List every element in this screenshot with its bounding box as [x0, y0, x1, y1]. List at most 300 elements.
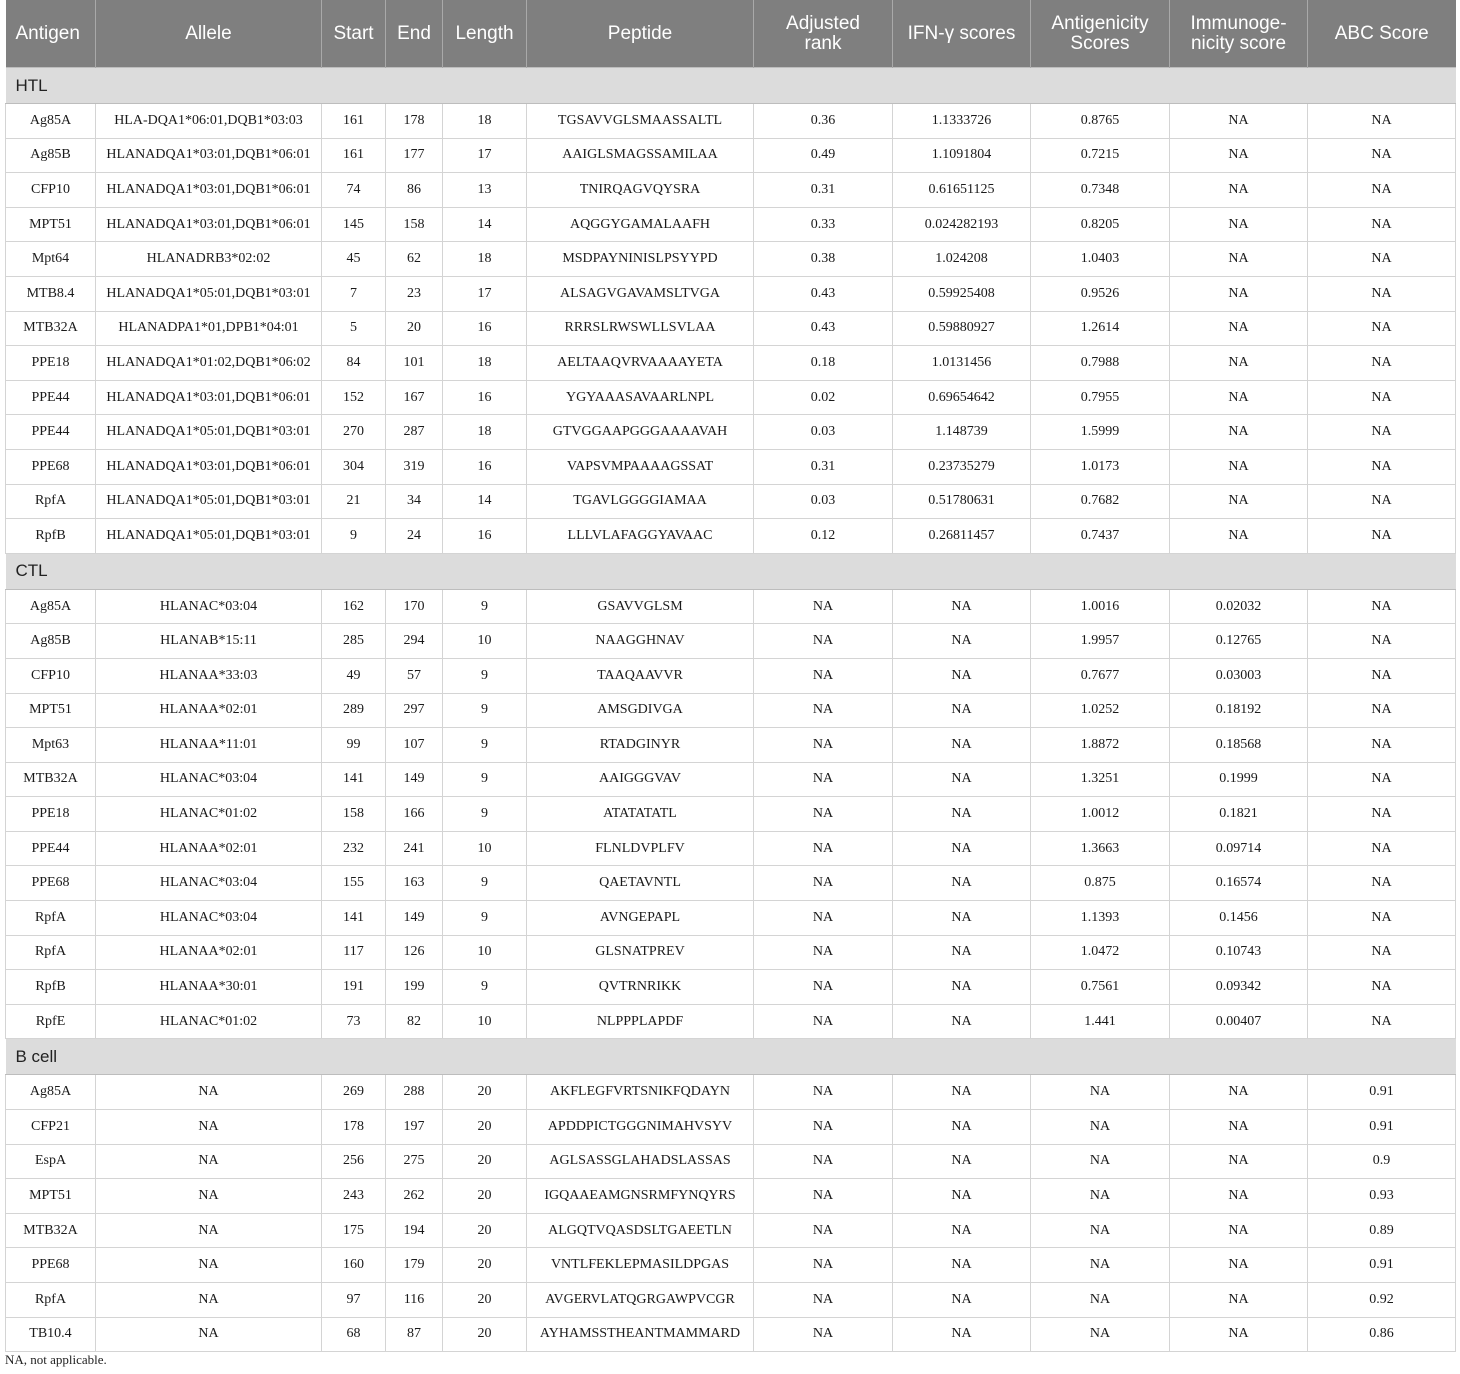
table-cell: 270 — [322, 415, 386, 450]
table-cell: HLANADQA1*03:01,DQB1*06:01 — [96, 207, 322, 242]
table-cell: VAPSVMPAAAAGSSAT — [527, 449, 754, 484]
table-cell: 0.51780631 — [893, 484, 1031, 519]
table-cell: 297 — [386, 693, 443, 728]
table-cell: RpfB — [6, 970, 96, 1005]
table-cell: 141 — [322, 901, 386, 936]
column-header — [754, 0, 893, 68]
table-cell: 1.1091804 — [893, 138, 1031, 173]
column-header — [527, 0, 754, 68]
table-row — [6, 1110, 1456, 1145]
table-row — [6, 415, 1456, 450]
table-cell: NA — [1031, 1213, 1170, 1248]
table-cell: 1.0252 — [1031, 693, 1170, 728]
table-cell: MPT51 — [6, 207, 96, 242]
table-cell: PPE18 — [6, 797, 96, 832]
table-cell: PPE44 — [6, 380, 96, 415]
table-cell: NA — [96, 1179, 322, 1214]
table-cell: NA — [893, 1075, 1031, 1110]
table-cell: 0.69654642 — [893, 380, 1031, 415]
table-cell: NA — [893, 901, 1031, 936]
table-cell: AYHAMSSTHEANTMAMMARD — [527, 1317, 754, 1352]
table-cell: 0.23735279 — [893, 449, 1031, 484]
table-cell: HLANAA*02:01 — [96, 693, 322, 728]
header-row — [6, 0, 1456, 68]
table-cell: 0.36 — [754, 104, 893, 139]
table-cell: 0.875 — [1031, 866, 1170, 901]
table-cell: NA — [754, 1283, 893, 1318]
table-cell: 0.7988 — [1031, 346, 1170, 381]
table-cell: 9 — [443, 658, 527, 693]
table-row — [6, 728, 1456, 763]
column-header-label: nicity score — [1190, 32, 1287, 54]
table-cell: 18 — [443, 242, 527, 277]
table-cell: NA — [96, 1110, 322, 1145]
table-cell: NA — [96, 1248, 322, 1283]
table-cell: NA — [1031, 1317, 1170, 1352]
table-cell: AVGERVLATQGRGAWPVCGR — [527, 1283, 754, 1318]
table-cell: AGLSASSGLAHADSLASSAS — [527, 1144, 754, 1179]
table-cell: TAAQAAVVR — [527, 658, 754, 693]
table-cell: 1.0173 — [1031, 449, 1170, 484]
table-row — [6, 797, 1456, 832]
table-cell: 0.59925408 — [893, 276, 1031, 311]
table-cell: NA — [1031, 1179, 1170, 1214]
table-cell: NA — [1170, 484, 1308, 519]
table-cell: 0.03 — [754, 415, 893, 450]
table-cell: NA — [754, 728, 893, 763]
table-row — [6, 173, 1456, 208]
table-cell: 9 — [443, 866, 527, 901]
table-cell: 9 — [443, 970, 527, 1005]
table-row — [6, 1283, 1456, 1318]
table-row — [6, 1075, 1456, 1110]
table-cell: NA — [1170, 1317, 1308, 1352]
table-cell: HLANAC*01:02 — [96, 1004, 322, 1039]
table-row — [6, 519, 1456, 554]
table-row — [6, 311, 1456, 346]
section-label: B cell — [6, 1039, 1456, 1075]
column-header — [1308, 0, 1456, 68]
table-cell: PPE44 — [6, 415, 96, 450]
table-cell: 9 — [443, 693, 527, 728]
table-cell: 16 — [443, 449, 527, 484]
table-cell: RTADGINYR — [527, 728, 754, 763]
table-cell: 0.09342 — [1170, 970, 1308, 1005]
table-cell: NA — [1308, 380, 1456, 415]
table-cell: 1.3251 — [1031, 762, 1170, 797]
column-header-label: Immunoge- — [1190, 12, 1287, 34]
table-cell: 158 — [386, 207, 443, 242]
table-cell: 161 — [322, 104, 386, 139]
table-cell: NA — [1170, 104, 1308, 139]
table-cell: CFP10 — [6, 173, 96, 208]
table-cell: NA — [893, 589, 1031, 624]
table-cell: 0.03 — [754, 484, 893, 519]
table-cell: 84 — [322, 346, 386, 381]
table-cell: 18 — [443, 415, 527, 450]
table-cell: 74 — [322, 173, 386, 208]
table-cell: NA — [893, 624, 1031, 659]
table-cell: HLANADQA1*01:02,DQB1*06:02 — [96, 346, 322, 381]
table-cell: Mpt63 — [6, 728, 96, 763]
table-cell: 20 — [443, 1144, 527, 1179]
table-cell: GSAVVGLSM — [527, 589, 754, 624]
table-container — [5, 0, 1455, 1352]
table-row — [6, 1213, 1456, 1248]
table-cell: MTB32A — [6, 1213, 96, 1248]
table-cell: NA — [1308, 728, 1456, 763]
table-cell: 155 — [322, 866, 386, 901]
table-cell: 73 — [322, 1004, 386, 1039]
table-cell: RpfA — [6, 901, 96, 936]
table-cell: 294 — [386, 624, 443, 659]
table-cell: HLANADQA1*05:01,DQB1*03:01 — [96, 415, 322, 450]
table-cell: GLSNATPREV — [527, 935, 754, 970]
table-cell: TB10.4 — [6, 1317, 96, 1352]
table-cell: NA — [1170, 207, 1308, 242]
table-cell: 1.1333726 — [893, 104, 1031, 139]
table-cell: FLNLDVPLFV — [527, 831, 754, 866]
table-cell: 0.7677 — [1031, 658, 1170, 693]
table-row — [6, 1317, 1456, 1352]
table-cell: 7 — [322, 276, 386, 311]
table-cell: Ag85B — [6, 624, 96, 659]
table-cell: NA — [1308, 935, 1456, 970]
table-cell: NA — [96, 1283, 322, 1318]
table-cell: 0.86 — [1308, 1317, 1456, 1352]
table-cell: Ag85B — [6, 138, 96, 173]
table-cell: MPT51 — [6, 1179, 96, 1214]
table-cell: MPT51 — [6, 693, 96, 728]
table-cell: GTVGGAAPGGGAAAAVAH — [527, 415, 754, 450]
table-cell: NLPPPLAPDF — [527, 1004, 754, 1039]
table-cell: NA — [1170, 138, 1308, 173]
table-cell: NAAGGHNAV — [527, 624, 754, 659]
table-cell: 0.43 — [754, 311, 893, 346]
table-cell: RRRSLRWSWLLSVLAA — [527, 311, 754, 346]
table-cell: NA — [1031, 1075, 1170, 1110]
table-cell: 9 — [443, 901, 527, 936]
table-cell: QVTRNRIKK — [527, 970, 754, 1005]
table-cell: 82 — [386, 1004, 443, 1039]
table-cell: 175 — [322, 1213, 386, 1248]
table-cell: 0.7215 — [1031, 138, 1170, 173]
table-cell: 16 — [443, 311, 527, 346]
table-cell: NA — [96, 1317, 322, 1352]
table-cell: 49 — [322, 658, 386, 693]
table-cell: 99 — [322, 728, 386, 763]
table-cell: 1.8872 — [1031, 728, 1170, 763]
table-cell: 14 — [443, 484, 527, 519]
table-cell: NA — [1170, 1179, 1308, 1214]
table-cell: 20 — [443, 1179, 527, 1214]
table-cell: NA — [754, 1317, 893, 1352]
table-cell: NA — [754, 970, 893, 1005]
table-cell: 18 — [443, 104, 527, 139]
table-cell: 170 — [386, 589, 443, 624]
table-cell: NA — [1308, 276, 1456, 311]
section-row — [6, 1039, 1456, 1075]
table-cell: 194 — [386, 1213, 443, 1248]
table-cell: NA — [754, 831, 893, 866]
table-cell: 0.9 — [1308, 1144, 1456, 1179]
table-row — [6, 1004, 1456, 1039]
table-cell: 10 — [443, 1004, 527, 1039]
table-row — [6, 762, 1456, 797]
table-cell: NA — [754, 866, 893, 901]
table-cell: LLLVLAFAGGYAVAAC — [527, 519, 754, 554]
table-cell: 117 — [322, 935, 386, 970]
table-cell: 20 — [443, 1248, 527, 1283]
table-cell: HLANAC*03:04 — [96, 762, 322, 797]
table-cell: EspA — [6, 1144, 96, 1179]
column-header-label: ABC Score — [1334, 22, 1429, 44]
table-cell: HLANADQA1*03:01,DQB1*06:01 — [96, 380, 322, 415]
table-cell: NA — [1308, 242, 1456, 277]
table-cell: NA — [754, 624, 893, 659]
table-cell: NA — [1308, 762, 1456, 797]
table-cell: NA — [1170, 415, 1308, 450]
table-cell: 0.10743 — [1170, 935, 1308, 970]
table-cell: NA — [96, 1144, 322, 1179]
table-cell: NA — [1170, 1075, 1308, 1110]
table-cell: NA — [1308, 346, 1456, 381]
table-cell: NA — [754, 1075, 893, 1110]
table-cell: NA — [1308, 519, 1456, 554]
table-cell: HLANADQA1*03:01,DQB1*06:01 — [96, 173, 322, 208]
table-cell: NA — [893, 797, 1031, 832]
table-cell: 5 — [322, 311, 386, 346]
table-cell: NA — [1308, 1004, 1456, 1039]
table-cell: 0.91 — [1308, 1110, 1456, 1145]
table-row — [6, 484, 1456, 519]
table-cell: ALGQTVQASDSLTGAEETLN — [527, 1213, 754, 1248]
table-cell: AVNGEPAPL — [527, 901, 754, 936]
table-cell: NA — [1031, 1248, 1170, 1283]
table-cell: NA — [754, 1144, 893, 1179]
table-cell: 177 — [386, 138, 443, 173]
table-cell: 45 — [322, 242, 386, 277]
table-cell: HLANADQA1*05:01,DQB1*03:01 — [96, 519, 322, 554]
table-cell: 0.02 — [754, 380, 893, 415]
table-cell: AQGGYGAMALAAFH — [527, 207, 754, 242]
table-row — [6, 276, 1456, 311]
section-label: HTL — [6, 68, 1456, 104]
table-cell: MTB32A — [6, 762, 96, 797]
table-cell: 275 — [386, 1144, 443, 1179]
table-cell: HLANADRB3*02:02 — [96, 242, 322, 277]
table-cell: 0.91 — [1308, 1075, 1456, 1110]
table-cell: 319 — [386, 449, 443, 484]
table-cell: 23 — [386, 276, 443, 311]
table-cell: 0.38 — [754, 242, 893, 277]
table-cell: 269 — [322, 1075, 386, 1110]
table-cell: 160 — [322, 1248, 386, 1283]
table-cell: NA — [754, 1179, 893, 1214]
table-cell: NA — [893, 658, 1031, 693]
table-row — [6, 589, 1456, 624]
table-cell: PPE18 — [6, 346, 96, 381]
section-row — [6, 68, 1456, 104]
table-cell: 0.12 — [754, 519, 893, 554]
table-cell: 0.09714 — [1170, 831, 1308, 866]
table-cell: NA — [1308, 104, 1456, 139]
table-row — [6, 1179, 1456, 1214]
table-cell: 10 — [443, 624, 527, 659]
table-cell: Ag85A — [6, 589, 96, 624]
table-cell: CFP21 — [6, 1110, 96, 1145]
table-row — [6, 104, 1456, 139]
table-cell: 0.7437 — [1031, 519, 1170, 554]
table-cell: 141 — [322, 762, 386, 797]
table-cell: 0.9526 — [1031, 276, 1170, 311]
table-cell: HLANAA*02:01 — [96, 935, 322, 970]
table-cell: RpfB — [6, 519, 96, 554]
column-header-label: Scores — [1070, 32, 1130, 54]
table-cell: QAETAVNTL — [527, 866, 754, 901]
section-row — [6, 553, 1456, 589]
table-cell: 10 — [443, 831, 527, 866]
table-cell: 161 — [322, 138, 386, 173]
table-cell: 86 — [386, 173, 443, 208]
column-header-label: Allele — [185, 22, 232, 44]
table-cell: IGQAAEAMGNSRMFYNQYRS — [527, 1179, 754, 1214]
table-cell: 1.441 — [1031, 1004, 1170, 1039]
table-row — [6, 901, 1456, 936]
table-cell: 20 — [443, 1075, 527, 1110]
table-cell: 24 — [386, 519, 443, 554]
table-cell: NA — [893, 693, 1031, 728]
table-cell: NA — [1308, 415, 1456, 450]
table-cell: 0.1456 — [1170, 901, 1308, 936]
table-cell: 116 — [386, 1283, 443, 1318]
table-cell: 289 — [322, 693, 386, 728]
table-cell: 17 — [443, 276, 527, 311]
table-cell: 0.49 — [754, 138, 893, 173]
table-cell: 17 — [443, 138, 527, 173]
table-cell: 0.8765 — [1031, 104, 1170, 139]
table-cell: NA — [1170, 346, 1308, 381]
table-cell: 18 — [443, 346, 527, 381]
table-cell: 97 — [322, 1283, 386, 1318]
table-cell: 20 — [443, 1110, 527, 1145]
table-cell: YGYAAASAVAARLNPL — [527, 380, 754, 415]
table-cell: HLANAC*03:04 — [96, 901, 322, 936]
table-cell: NA — [893, 1110, 1031, 1145]
table-cell: 1.0016 — [1031, 589, 1170, 624]
table-cell: PPE68 — [6, 866, 96, 901]
table-cell: NA — [893, 935, 1031, 970]
column-header-label: Peptide — [607, 22, 673, 44]
table-cell: Mpt64 — [6, 242, 96, 277]
table-cell: PPE44 — [6, 831, 96, 866]
table-cell: HLANADQA1*05:01,DQB1*03:01 — [96, 276, 322, 311]
table-cell: NA — [754, 1004, 893, 1039]
table-cell: NA — [754, 935, 893, 970]
column-header — [96, 0, 322, 68]
table-cell: 287 — [386, 415, 443, 450]
table-cell: 34 — [386, 484, 443, 519]
table-cell: 0.024282193 — [893, 207, 1031, 242]
table-cell: 145 — [322, 207, 386, 242]
table-cell: NA — [1308, 658, 1456, 693]
table-cell: NA — [754, 797, 893, 832]
column-header-label: Start — [333, 22, 374, 44]
table-cell: 0.12765 — [1170, 624, 1308, 659]
table-cell: 1.0131456 — [893, 346, 1031, 381]
table-cell: Ag85A — [6, 104, 96, 139]
table-cell: RpfA — [6, 935, 96, 970]
table-cell: 1.9957 — [1031, 624, 1170, 659]
table-cell: NA — [893, 762, 1031, 797]
table-cell: AAIGLSMAGSSAMILAA — [527, 138, 754, 173]
table-cell: 162 — [322, 589, 386, 624]
table-cell: RpfA — [6, 1283, 96, 1318]
table-cell: NA — [96, 1075, 322, 1110]
table-cell: APDDPICTGGGNIMAHVSYV — [527, 1110, 754, 1145]
table-cell: ALSAGVGAVAMSLTVGA — [527, 276, 754, 311]
column-header — [6, 0, 96, 68]
table-cell: 1.0472 — [1031, 935, 1170, 970]
table-cell: NA — [754, 658, 893, 693]
table-cell: 0.18 — [754, 346, 893, 381]
column-header — [443, 0, 527, 68]
table-cell: NA — [1308, 797, 1456, 832]
table-cell: PPE68 — [6, 1248, 96, 1283]
section-label: CTL — [6, 553, 1456, 589]
column-header-label: Antigenicity — [1051, 12, 1149, 34]
table-cell: HLANAC*01:02 — [96, 797, 322, 832]
table-cell: NA — [754, 693, 893, 728]
column-header-label: rank — [804, 32, 842, 54]
table-cell: MSDPAYNINISLPSYYPD — [527, 242, 754, 277]
table-row — [6, 624, 1456, 659]
table-cell: RpfE — [6, 1004, 96, 1039]
table-body — [6, 68, 1456, 1352]
table-cell: 126 — [386, 935, 443, 970]
table-cell: NA — [754, 1110, 893, 1145]
table-cell: NA — [893, 866, 1031, 901]
table-cell: NA — [1170, 1248, 1308, 1283]
table-cell: 0.59880927 — [893, 311, 1031, 346]
table-cell: VNTLFEKLEPMASILDPGAS — [527, 1248, 754, 1283]
table-cell: 0.92 — [1308, 1283, 1456, 1318]
table-cell: 62 — [386, 242, 443, 277]
table-cell: NA — [1170, 1110, 1308, 1145]
column-header-label: Adjusted — [786, 12, 860, 34]
table-cell: 232 — [322, 831, 386, 866]
table-cell: TNIRQAGVQYSRA — [527, 173, 754, 208]
table-cell: 0.61651125 — [893, 173, 1031, 208]
table-cell: NA — [96, 1213, 322, 1248]
table-row — [6, 138, 1456, 173]
table-cell: 288 — [386, 1075, 443, 1110]
table-cell: PPE68 — [6, 449, 96, 484]
table-cell: NA — [754, 1213, 893, 1248]
column-header — [1031, 0, 1170, 68]
column-header — [893, 0, 1031, 68]
table-cell: HLANADQA1*05:01,DQB1*03:01 — [96, 484, 322, 519]
table-cell: 0.7348 — [1031, 173, 1170, 208]
table-cell: 256 — [322, 1144, 386, 1179]
table-cell: AAIGGGVAV — [527, 762, 754, 797]
table-cell: 243 — [322, 1179, 386, 1214]
table-cell: NA — [1308, 207, 1456, 242]
table-cell: HLANAC*03:04 — [96, 589, 322, 624]
table-cell: TGAVLGGGGIAMAA — [527, 484, 754, 519]
table-cell: 285 — [322, 624, 386, 659]
table-cell: 21 — [322, 484, 386, 519]
